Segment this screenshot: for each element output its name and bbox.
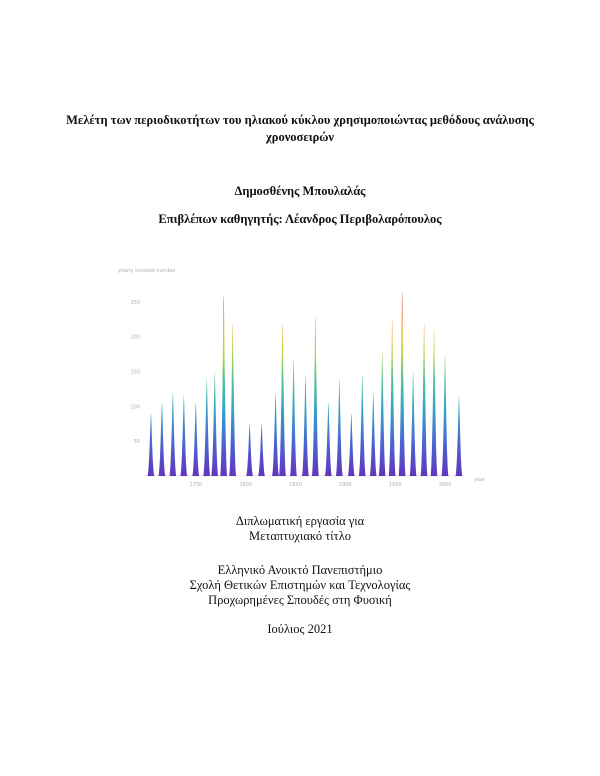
y-axis-label: yearly sunspot number [118, 268, 176, 274]
x-tick-label: 1750 [189, 482, 203, 488]
x-axis-label: year [474, 477, 486, 483]
thesis-title [40, 112, 560, 146]
submission-date: Ιούλιος 2021 [267, 622, 333, 636]
y-tick-label: 100 [130, 404, 140, 411]
sunspot-cycle-peak [379, 351, 386, 476]
y-tick-label: 50 [133, 439, 140, 446]
institution-line-3: Προχωρημένες Σπουδές στη Φυσική [208, 593, 392, 607]
supervisor-name: Επιβλέπων καθηγητής: Λέανδρος Περιβολαρόπουλος [158, 212, 442, 226]
institution-line-2: Σχολή Θετικών Επιστημών και Τεχνολογίας [189, 578, 411, 592]
sunspot-cycle-peak [279, 323, 286, 476]
thesis-title-line-1: Μελέτη των περιοδικοτήτων του ηλιακού κύκλου χρησιμοποιώντας μεθόδους ανάλυσης [66, 113, 534, 127]
sunspot-cycle-peak [203, 379, 210, 476]
sunspot-cycle-peak [272, 392, 279, 476]
x-tick-label: 1800 [239, 482, 253, 488]
sunspot-cycle-peak [290, 358, 297, 476]
sunspot-cycle-peak [302, 375, 309, 476]
x-tick-label: 1900 [339, 482, 352, 488]
sunspot-cycle-peak [169, 392, 176, 476]
sunspot-cycle-peak [430, 330, 437, 476]
sunspot-cycle-peak [370, 392, 377, 476]
sunspot-cycle-peak [441, 354, 448, 476]
sunspot-cycle-peak [211, 372, 218, 476]
thesis-type [0, 514, 600, 544]
sunspot-cycle-peak [325, 403, 332, 476]
sunspot-cycle-peak [336, 379, 343, 476]
y-tick-label: 250 [130, 299, 140, 306]
sunspot-cycle-peak [348, 413, 355, 476]
sunspot-cycle-peak [147, 413, 154, 476]
institution-line-1: Ελληνικό Ανοικτό Πανεπιστήμιο [217, 563, 383, 577]
sunspot-cycle-peak [421, 323, 428, 476]
x-tick-label: 1850 [289, 482, 302, 488]
sunspot-cycle-peak [389, 319, 396, 476]
sunspot-cycle-peak [258, 424, 265, 476]
x-tick-label: 1950 [388, 482, 402, 488]
author-name: Δημοσθένης Μπουλαλάς [234, 184, 366, 198]
x-tick-label: 2000 [438, 482, 452, 488]
sunspot-cycle-peak [229, 323, 236, 476]
sunspot-cycle-peak [246, 424, 253, 476]
y-tick-label: 200 [130, 334, 140, 341]
sunspot-cycle-peak [180, 396, 187, 476]
institution [0, 563, 600, 608]
y-tick-label: 150 [130, 369, 140, 376]
sunspot-figure [110, 262, 490, 492]
sunspot-cycle-peak [220, 295, 227, 476]
thesis-type-line-2: Μεταπτυχιακό τίτλο [248, 529, 352, 543]
sunspot-cycle-peak [158, 403, 165, 476]
sunspot-cycle-peak [410, 372, 417, 476]
sunspot-cycle-peak [312, 316, 319, 476]
sunspot-cycle-peak [192, 403, 199, 476]
sunspot-cycle-peak [455, 396, 462, 476]
sunspot-cycle-peak [399, 291, 406, 476]
sunspot-cycle-peak [359, 375, 366, 476]
thesis-type-line-1: Διπλωματική εργασία για [235, 514, 365, 528]
thesis-title-line-2: χρονοσειρών [266, 130, 334, 144]
sunspot-chart [110, 262, 490, 492]
